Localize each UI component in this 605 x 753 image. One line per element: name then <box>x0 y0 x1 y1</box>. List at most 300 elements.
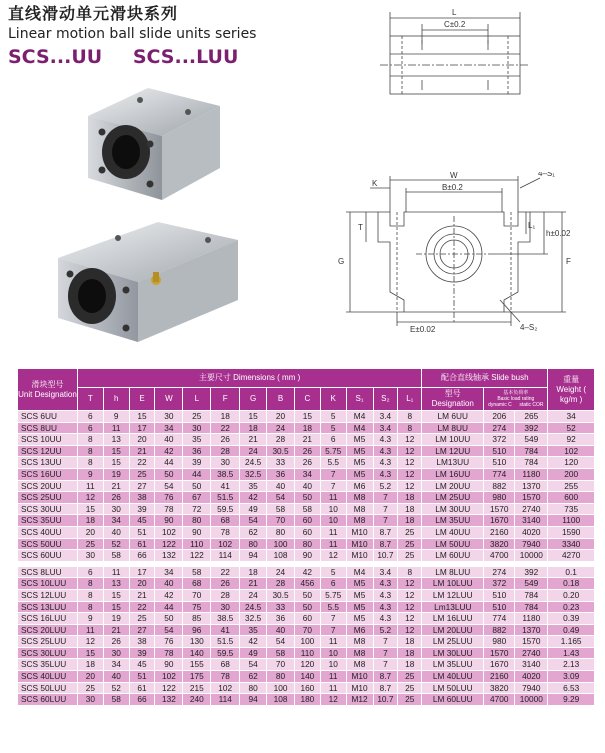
row-cell: 7 <box>373 503 398 515</box>
table-body-luu <box>18 566 595 705</box>
row-cell: 1370 <box>515 480 548 492</box>
row-bush-model: LM 20LUU <box>422 624 484 636</box>
table-row <box>18 434 595 446</box>
row-cell: 27 <box>129 624 155 636</box>
row-cell: 34 <box>294 468 320 480</box>
row-cell: 372 <box>484 578 515 590</box>
row-cell: M5 <box>346 578 373 590</box>
row-cell: 80 <box>267 671 295 683</box>
row-cell: 11 <box>103 566 129 578</box>
row-cell: 40 <box>294 480 320 492</box>
row-cell: 110 <box>294 647 320 659</box>
row-cell: 18 <box>240 422 267 434</box>
row-cell: 7 <box>373 492 398 504</box>
row-cell: 735 <box>548 503 595 515</box>
row-bush-model: LM 8UU <box>422 422 484 434</box>
row-cell: 70 <box>183 589 211 601</box>
row-cell: 15 <box>294 411 320 423</box>
row-bush-model: LM13UU <box>422 457 484 469</box>
row-cell: 50 <box>183 480 211 492</box>
row-cell: 180 <box>294 694 320 706</box>
table-row <box>18 526 595 538</box>
row-cell: 3.4 <box>373 411 398 423</box>
row-bush-model: LM 60UU <box>422 550 484 562</box>
row-cell: 80 <box>294 538 320 550</box>
row-cell: 34 <box>548 411 595 423</box>
row-cell: 206 <box>484 411 515 423</box>
row-cell: 2160 <box>484 526 515 538</box>
row-cell: 8 <box>77 434 103 446</box>
table-row <box>18 613 595 625</box>
row-cell: 4.3 <box>373 578 398 590</box>
row-designation: SCS 16UU <box>18 468 78 480</box>
row-cell: 8 <box>77 445 103 457</box>
row-cell: 18 <box>77 515 103 527</box>
row-cell: 25 <box>398 526 422 538</box>
row-cell: 50 <box>155 468 183 480</box>
row-cell: 8 <box>398 411 422 423</box>
row-designation: SCS 10UU <box>18 434 78 446</box>
row-cell: 90 <box>183 526 211 538</box>
table-row <box>18 503 595 515</box>
row-cell: 774 <box>484 468 515 480</box>
row-cell: 36 <box>183 445 211 457</box>
row-cell: 510 <box>484 457 515 469</box>
row-cell: M5 <box>346 457 373 469</box>
dim-K: K <box>372 179 378 188</box>
dim-B: B±0.2 <box>442 183 463 192</box>
row-cell: 102 <box>155 526 183 538</box>
row-cell: 12 <box>320 550 346 562</box>
row-bush-model: LM 25LUU <box>422 636 484 648</box>
row-cell: 1180 <box>515 468 548 480</box>
row-cell: 42 <box>240 636 267 648</box>
row-cell: 12 <box>77 636 103 648</box>
row-cell: 25 <box>77 682 103 694</box>
row-cell: 54 <box>267 636 295 648</box>
row-cell: 3820 <box>484 682 515 694</box>
row-cell: 8 <box>77 578 103 590</box>
row-cell: 274 <box>484 422 515 434</box>
table-row <box>18 492 595 504</box>
dim-L: L <box>452 8 457 17</box>
row-cell: 8.7 <box>373 671 398 683</box>
product-photo-luu <box>38 210 248 345</box>
row-cell: 120 <box>548 457 595 469</box>
col-weight <box>548 369 595 411</box>
row-cell: 25 <box>398 671 422 683</box>
row-cell: 7 <box>373 659 398 671</box>
col-T: T <box>77 388 103 411</box>
row-cell: 78 <box>211 671 240 683</box>
row-cell: 45 <box>129 659 155 671</box>
row-cell: M8 <box>346 503 373 515</box>
row-cell: 5 <box>320 422 346 434</box>
row-cell: 18 <box>398 636 422 648</box>
col-C: C <box>294 388 320 411</box>
row-cell: 15 <box>103 445 129 457</box>
row-cell: 3340 <box>548 538 595 550</box>
row-cell: 54 <box>240 659 267 671</box>
row-cell: 1180 <box>515 613 548 625</box>
table-row <box>18 624 595 636</box>
row-cell: 1670 <box>484 659 515 671</box>
row-cell: 38 <box>129 492 155 504</box>
row-cell: 160 <box>294 682 320 694</box>
row-cell: 8 <box>77 457 103 469</box>
row-cell: 102 <box>211 682 240 694</box>
row-cell: 42 <box>240 492 267 504</box>
row-cell: M5 <box>346 601 373 613</box>
row-cell: 5.2 <box>373 624 398 636</box>
row-designation: SCS 12LUU <box>18 589 78 601</box>
row-cell: 30 <box>77 550 103 562</box>
row-cell: 4.3 <box>373 601 398 613</box>
row-bush-model: LM 8LUU <box>422 566 484 578</box>
row-cell: 882 <box>484 480 515 492</box>
row-cell: 0.18 <box>548 578 595 590</box>
row-cell: M4 <box>346 411 373 423</box>
row-cell: 52 <box>103 538 129 550</box>
row-designation: SCS 35LUU <box>18 659 78 671</box>
row-cell: 38 <box>129 636 155 648</box>
table-row <box>18 682 595 694</box>
weight-en: Weight ( kg/m ) <box>556 384 586 404</box>
row-bush-model: LM 16LUU <box>422 613 484 625</box>
row-cell: 28 <box>211 589 240 601</box>
unit-designation-cn: 滑块型号 <box>31 379 64 389</box>
row-cell: 94 <box>240 694 267 706</box>
row-cell: 4.3 <box>373 445 398 457</box>
unit-designation-en: Unit Designation <box>18 389 77 399</box>
table-row <box>18 636 595 648</box>
row-cell: M10 <box>346 538 373 550</box>
row-bush-model: LM 10LUU <box>422 578 484 590</box>
row-cell: 24 <box>267 422 295 434</box>
row-cell: M4 <box>346 422 373 434</box>
row-cell: 7 <box>320 480 346 492</box>
row-cell: 122 <box>183 550 211 562</box>
row-cell: 5 <box>320 566 346 578</box>
row-cell: 60 <box>294 515 320 527</box>
col-W: W <box>155 388 183 411</box>
row-cell: 12 <box>320 694 346 706</box>
row-cell: 26 <box>211 578 240 590</box>
row-cell: 7 <box>320 624 346 636</box>
row-cell: 9 <box>77 613 103 625</box>
load-rating-cn: 基本负荷率 <box>503 390 529 396</box>
row-cell: 4270 <box>548 550 595 562</box>
row-cell: 58 <box>267 503 295 515</box>
row-cell: 41 <box>211 480 240 492</box>
row-cell: 12 <box>398 578 422 590</box>
row-cell: 549 <box>515 578 548 590</box>
row-cell: 11 <box>77 624 103 636</box>
row-cell: 265 <box>515 411 548 423</box>
row-designation: SCS 50UU <box>18 538 78 550</box>
row-cell: 17 <box>129 422 155 434</box>
row-cell: 25 <box>398 682 422 694</box>
model-uu: SCS...UU <box>8 46 103 68</box>
row-cell: 102 <box>211 538 240 550</box>
row-cell: 21 <box>129 445 155 457</box>
row-designation: SCS 30UU <box>18 503 78 515</box>
row-cell: 40 <box>155 578 183 590</box>
row-cell: 274 <box>484 566 515 578</box>
row-bush-model: LM 40LUU <box>422 671 484 683</box>
row-cell: M8 <box>346 659 373 671</box>
table-row <box>18 550 595 562</box>
row-cell: 5.75 <box>320 445 346 457</box>
row-cell: M5 <box>346 613 373 625</box>
row-cell: 21 <box>103 624 129 636</box>
row-cell: 59.5 <box>211 647 240 659</box>
row-cell: 30 <box>183 422 211 434</box>
row-cell: 60 <box>294 613 320 625</box>
table-row <box>18 578 595 590</box>
row-cell: 30 <box>211 601 240 613</box>
row-cell: 96 <box>183 624 211 636</box>
row-cell: 26 <box>103 492 129 504</box>
row-cell: 34 <box>155 422 183 434</box>
row-cell: 8 <box>398 566 422 578</box>
row-cell: 3.09 <box>548 671 595 683</box>
row-cell: 20 <box>129 578 155 590</box>
table-row <box>18 468 595 480</box>
row-cell: 70 <box>294 624 320 636</box>
row-cell: 6 <box>320 578 346 590</box>
table-row <box>18 480 595 492</box>
row-cell: 34 <box>103 515 129 527</box>
row-cell: 33 <box>267 601 295 613</box>
row-cell: 36 <box>267 468 295 480</box>
row-cell: 28 <box>267 434 295 446</box>
row-cell: 25 <box>129 468 155 480</box>
row-cell: 784 <box>515 589 548 601</box>
row-cell: 2740 <box>515 503 548 515</box>
spec-table <box>17 368 595 706</box>
row-designation: SCS 50LUU <box>18 682 78 694</box>
row-cell: 15 <box>77 503 103 515</box>
row-cell: 21 <box>103 480 129 492</box>
row-cell: 240 <box>183 694 211 706</box>
row-cell: 80 <box>240 538 267 550</box>
row-cell: M4 <box>346 566 373 578</box>
row-cell: 51.5 <box>211 492 240 504</box>
row-cell: M12 <box>346 694 373 706</box>
row-cell: 30 <box>103 503 129 515</box>
row-cell: 27 <box>129 480 155 492</box>
col-h: h <box>103 388 129 411</box>
row-cell: 26 <box>294 457 320 469</box>
row-cell: 35 <box>240 480 267 492</box>
row-cell: 52 <box>103 682 129 694</box>
row-cell: 980 <box>484 636 515 648</box>
row-cell: 7 <box>373 636 398 648</box>
row-cell: 50 <box>294 601 320 613</box>
row-bush-model: LM 25UU <box>422 492 484 504</box>
row-cell: 140 <box>294 671 320 683</box>
row-cell: 20 <box>77 671 103 683</box>
dim-W: W <box>450 172 458 180</box>
row-cell: 1570 <box>484 647 515 659</box>
row-cell: 67 <box>183 492 211 504</box>
col-S1: S₁ <box>346 388 373 411</box>
row-cell: 30.5 <box>267 589 295 601</box>
row-bush-model: LM 35UU <box>422 515 484 527</box>
row-cell: 28 <box>267 578 295 590</box>
row-cell: 392 <box>515 566 548 578</box>
table-row <box>18 601 595 613</box>
row-cell: 10000 <box>515 694 548 706</box>
row-cell: 510 <box>484 445 515 457</box>
row-cell: 7 <box>320 468 346 480</box>
row-cell: 12 <box>398 624 422 636</box>
row-cell: 18 <box>398 492 422 504</box>
row-cell: 18 <box>398 503 422 515</box>
row-cell: 21 <box>129 589 155 601</box>
row-cell: 6 <box>77 422 103 434</box>
row-cell: 51 <box>129 526 155 538</box>
row-cell: 54 <box>240 515 267 527</box>
row-cell: 108 <box>267 550 295 562</box>
row-cell: 102 <box>155 671 183 683</box>
row-cell: 7940 <box>515 682 548 694</box>
row-cell: 0.1 <box>548 566 595 578</box>
row-cell: M10 <box>346 671 373 683</box>
row-cell: 5.5 <box>320 601 346 613</box>
row-cell: M8 <box>346 515 373 527</box>
row-bush-model: LM 20UU <box>422 480 484 492</box>
row-cell: 3140 <box>515 515 548 527</box>
row-cell: 15 <box>129 411 155 423</box>
row-cell: 61 <box>129 538 155 550</box>
row-cell: 44 <box>155 601 183 613</box>
row-cell: 78 <box>155 503 183 515</box>
row-cell: 18 <box>398 647 422 659</box>
row-cell: 456 <box>294 578 320 590</box>
row-cell: 75 <box>183 601 211 613</box>
row-cell: 34 <box>103 659 129 671</box>
row-cell: 90 <box>294 550 320 562</box>
row-cell: 38.5 <box>211 613 240 625</box>
row-cell: 392 <box>515 422 548 434</box>
col-slide-bush: 配合直线轴承 Slide bush <box>422 369 548 388</box>
row-cell: 7 <box>373 647 398 659</box>
row-bush-model: LM 50LUU <box>422 682 484 694</box>
weight-cn: 重量 <box>563 374 580 384</box>
row-cell: 1570 <box>484 503 515 515</box>
row-cell: 4.3 <box>373 613 398 625</box>
row-cell: 70 <box>267 515 295 527</box>
row-cell: 12 <box>398 434 422 446</box>
row-cell: 8 <box>77 601 103 613</box>
row-cell: 20 <box>267 411 295 423</box>
row-cell: 12 <box>398 445 422 457</box>
row-cell: 51 <box>129 671 155 683</box>
table-row <box>18 566 595 578</box>
row-cell: 21 <box>240 434 267 446</box>
dim-S2: 4–S₂ <box>520 323 538 332</box>
row-cell: 12 <box>398 468 422 480</box>
row-cell: 40 <box>155 434 183 446</box>
row-cell: 11 <box>320 492 346 504</box>
row-cell: 980 <box>484 492 515 504</box>
row-cell: 6 <box>320 434 346 446</box>
row-designation: SCS 40UU <box>18 526 78 538</box>
row-cell: 62 <box>240 526 267 538</box>
row-cell: 30.5 <box>267 445 295 457</box>
row-cell: 15 <box>240 411 267 423</box>
row-cell: 22 <box>129 457 155 469</box>
row-cell: 51.5 <box>211 636 240 648</box>
row-cell: 784 <box>515 601 548 613</box>
table-row <box>18 659 595 671</box>
row-cell: 114 <box>211 694 240 706</box>
row-cell: 132 <box>155 550 183 562</box>
row-cell: 12 <box>398 613 422 625</box>
row-cell: 7 <box>320 613 346 625</box>
row-cell: 70 <box>267 659 295 671</box>
row-cell: 21 <box>294 434 320 446</box>
row-designation: SCS 20UU <box>18 480 78 492</box>
col-F: F <box>211 388 240 411</box>
row-cell: 42 <box>155 589 183 601</box>
row-cell: 54 <box>155 480 183 492</box>
row-cell: 7940 <box>515 538 548 550</box>
row-cell: 52 <box>548 422 595 434</box>
row-cell: 11 <box>320 636 346 648</box>
row-cell: 9.29 <box>548 694 595 706</box>
col-bush-designation <box>422 388 484 411</box>
row-cell: 25 <box>129 613 155 625</box>
row-cell: 9 <box>103 411 129 423</box>
row-cell: 13 <box>103 578 129 590</box>
row-cell: 72 <box>183 503 211 515</box>
row-cell: M8 <box>346 636 373 648</box>
row-designation: SCS 40LUU <box>18 671 78 683</box>
row-cell: 59.5 <box>211 503 240 515</box>
col-L: L <box>183 388 211 411</box>
row-cell: 11 <box>77 480 103 492</box>
row-cell: 25 <box>183 411 211 423</box>
row-cell: 4.3 <box>373 434 398 446</box>
row-cell: 42 <box>155 445 183 457</box>
row-cell: M10 <box>346 526 373 538</box>
row-cell: 26 <box>294 445 320 457</box>
row-cell: 215 <box>183 682 211 694</box>
row-cell: 35 <box>183 434 211 446</box>
row-cell: 4.3 <box>373 468 398 480</box>
row-cell: 58 <box>103 550 129 562</box>
row-cell: 7 <box>373 515 398 527</box>
row-bush-model: LM 12LUU <box>422 589 484 601</box>
row-cell: M8 <box>346 647 373 659</box>
row-cell: 11 <box>103 422 129 434</box>
row-cell: 24 <box>267 566 295 578</box>
row-cell: 80 <box>183 515 211 527</box>
row-cell: 12 <box>77 492 103 504</box>
table-row <box>18 515 595 527</box>
row-cell: 11 <box>320 538 346 550</box>
row-cell: 4.3 <box>373 589 398 601</box>
row-cell: 4020 <box>515 671 548 683</box>
row-cell: 5.2 <box>373 480 398 492</box>
row-cell: 4700 <box>484 550 515 562</box>
row-cell: 9 <box>77 468 103 480</box>
row-cell: 102 <box>548 445 595 457</box>
row-cell: 35 <box>240 624 267 636</box>
